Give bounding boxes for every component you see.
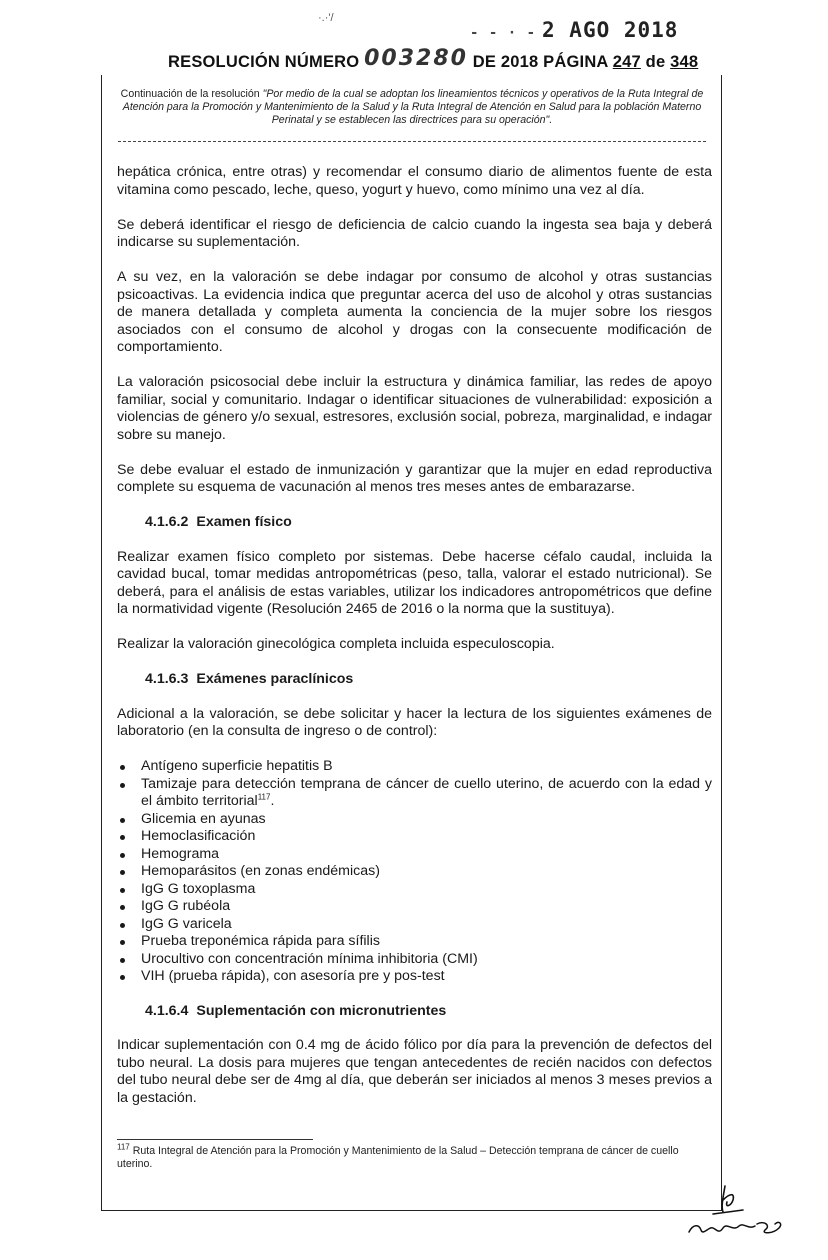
section-title: Exámenes paraclínicos xyxy=(196,671,354,687)
paragraph: La valoración psicosocial debe incluir la estructura y dinámica familiar, las redes de apoyo familiar, social y comunitario. Indagar o identificar situaciones de vulnerabilidad: exposición a violencias de género y/o sexual, estresores, exclusión social, pobreza, marginalidad, e indagar sobre su manejo. xyxy=(117,374,712,443)
list-item: IgG G varicela xyxy=(117,916,712,934)
paragraph: Adicional a la valoración, se debe solicitar y hacer la lectura de los siguientes exámenes de laboratorio (en la consulta de ingreso o de control): xyxy=(117,705,712,739)
subtitle-quote: "Por medio de la cual se adoptan los lineamientos técnicos y operativos de la Ruta Integral de Atención para la Promoción y Mantenimiento de la Salud y la Ruta Integral de Atención en Salud para la población Materno Perinatal y se establecen las directrices para su operación". xyxy=(122,88,704,126)
resolution-header xyxy=(168,46,699,73)
list-item: Prueba treponémica rápida para sífilis xyxy=(117,933,712,951)
paragraph: A su vez, en la valoración se debe indagar por consumo de alcohol y otras sustancias psicoactivas. La evidencia indica que preguntar acerca del uso de alcohol y otras sustancias de manera detallada y completa aumenta la conciencia de la mujer sobre los riesgos asociados con el consumo de alcohol y drogas con la consecuente modificación de comportamiento. xyxy=(117,269,712,355)
list-item-end: . xyxy=(270,793,275,809)
section-heading xyxy=(145,671,712,689)
section-heading xyxy=(145,514,712,532)
resolution-number: 003280 xyxy=(364,46,468,71)
section-number: 4.1.6.3 xyxy=(145,671,189,687)
list-item: Urocultivo con concentración mínima inhibitoria (CMI) xyxy=(117,951,712,969)
stamp-dashes: - - · - xyxy=(470,25,537,41)
document-body xyxy=(117,164,712,1125)
list-item xyxy=(117,776,712,811)
footnote xyxy=(117,1142,714,1171)
subtitle-lead: Continuación de la resolución xyxy=(120,88,263,100)
list-item: VIH (prueba rápida), con asesoría pre y pos-test xyxy=(117,968,712,986)
date-stamp xyxy=(470,18,678,42)
list-item: Antígeno superficie hepatitis B xyxy=(117,758,712,776)
section-heading xyxy=(145,1003,712,1021)
handwritten-signature xyxy=(683,1180,793,1240)
section-title: Examen físico xyxy=(196,514,292,530)
list-item: IgG G toxoplasma xyxy=(117,881,712,899)
page-number: 247 xyxy=(612,53,641,71)
header-year-page: DE 2018 PÁGINA xyxy=(472,53,608,71)
stamp-date-text: 2 AGO 2018 xyxy=(542,18,679,42)
section-number: 4.1.6.2 xyxy=(145,514,189,530)
paragraph: Realizar la valoración ginecológica completa incluida especuloscopia. xyxy=(117,636,555,652)
dashed-divider xyxy=(118,141,706,142)
paragraph: hepática crónica, entre otras) y recomendar el consumo diario de alimentos fuente de esta vitamina como pescado, leche, queso, yogurt y huevo, como mínimo una vez al día. xyxy=(117,164,712,198)
paragraph: Indicar suplementación con 0.4 mg de ácido fólico por día para la prevención de defectos del tubo neural. La dosis para mujeres que tengan antecedentes de recién nacidos con defectos del tubo neural debe ser de 4mg al día, que deberán ser iniciados al menos 3 meses previos a la gestación. xyxy=(117,1037,712,1106)
stamp-marks: ·.·'/ xyxy=(318,12,334,24)
section-title: Suplementación con micronutrientes xyxy=(196,1002,447,1019)
list-item-text: Tamizaje para detección temprana de cáncer de cuello uterino, de acuerdo con la edad y el ámbito territorial xyxy=(141,775,712,809)
list-item: Hemograma xyxy=(117,846,712,864)
footnote-divider xyxy=(117,1139,313,1140)
footnote-number: 117 xyxy=(117,1142,130,1152)
paragraph: Se debe evaluar el estado de inmunización y garantizar que la mujer en edad reproductiva complete su esquema de vacunación al menos tres meses antes de embarazarse. xyxy=(117,461,712,495)
header-of: de xyxy=(645,53,666,71)
list-item: Hemoclasificación xyxy=(117,828,712,846)
section-number: 4.1.6.4 xyxy=(145,1002,189,1019)
footnote-text: Ruta Integral de Atención para la Promoción y Mantenimiento de la Salud – Detección temprana de cáncer de cuello uterino. xyxy=(117,1145,679,1170)
header-prefix: RESOLUCIÓN NÚMERO xyxy=(168,53,360,71)
continuation-subtitle xyxy=(118,88,706,127)
paragraph: Se deberá identificar el riesgo de deficiencia de calcio cuando la ingesta sea baja y deberá indicarse su suplementación. xyxy=(117,216,712,250)
paragraph: Realizar examen físico completo por sistemas. Debe hacerse céfalo caudal, incluida la cavidad bucal, tomar medidas antropométricas (peso, talla, valorar el estado nutricional). Se deberá, para el análisis de estas variables, utilizar los indicadores antropométricos que define la normatividad vigente (Resolución 2465 de 2016 o la norma que la sustituya). xyxy=(117,548,712,617)
list-item: IgG G rubéola xyxy=(117,898,712,916)
list-item: Glicemia en ayunas xyxy=(117,811,712,829)
page-total: 348 xyxy=(670,53,699,71)
lab-exams-list xyxy=(117,758,712,986)
list-item: Hemoparásitos (en zonas endémicas) xyxy=(117,863,712,881)
footnote-ref: 117 xyxy=(257,792,271,802)
